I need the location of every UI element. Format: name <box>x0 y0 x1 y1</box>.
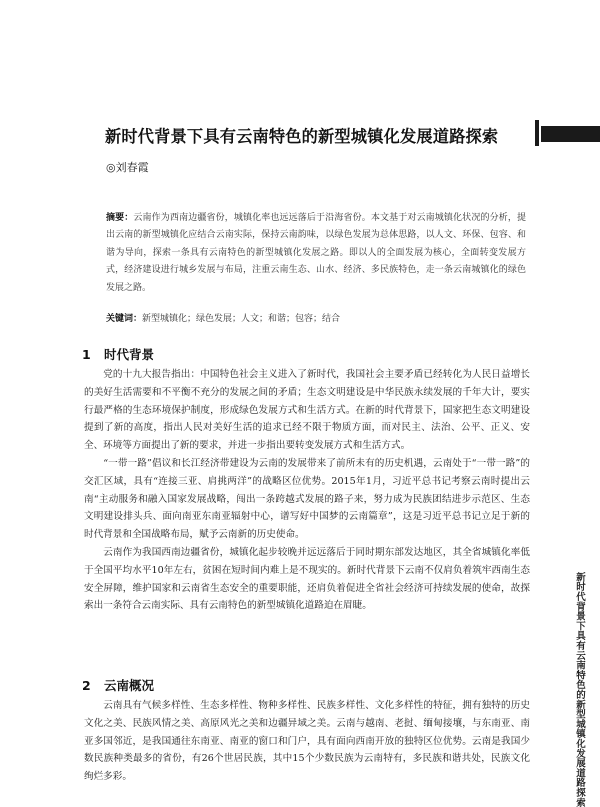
section-number: 2 <box>82 678 91 693</box>
paragraph: 党的十九大报告指出：中国特色社会主义进入了新时代，我国社会主要矛盾已经转化为人民日益增长的美好生活需要和不平衡不充分的发展之间的矛盾；生态文明建设是中华民族永续发展的千年大计，要实行最严格的生态环境保护制度，形成绿色发展方式和生活方式。在新的时代背景下，国家把生态文明建设提到了新的高度，指出人民对美好生活的追求已经不限于物质方面，而对民主、法治、公平、正义、安全、环境等方面提出了新的要求，并进一步指出要转变发展方式和生活方式。 <box>84 369 530 452</box>
paragraph: “一带一路”倡议和长江经济带建设为云南的发展带来了前所未有的历史机遇，云南处于“一带一路”的交汇区域，具有“连接三亚、肩挑两洋”的战略区位优势。2015年1月，习近平总书记考察云南时提出云南“主动服务和融入国家发展战略，闯出一条跨越式发展的路子来，努力成为民族团结进步示范区、生态文明建设排头兵、面向南亚东南亚辐射中心，谱写好中国梦的云南篇章”，这是习近平总书记立足于新的时代背景和全国战略布局，赋予云南新的历史使命。 <box>84 457 530 541</box>
keywords-text: 新型城镇化；绿色发展；人文；和谐；包容；结合 <box>142 314 341 324</box>
running-header: 新时代背景下具有云南特色的新型城镇化发展道路探索 <box>574 572 585 807</box>
section-body-2 <box>84 697 530 786</box>
section-heading-1 <box>82 345 154 363</box>
abstract-text: 云南作为西南边疆省份，城镇化率也远远落后于沿海省份。本文基于对云南城镇化状况的分析，提出云南的新型城镇化应结合云南实际，保持云南韵味，以绿色发展为总体思路，以人文、环保、包容、和谐为导向，探索一条具有云南特色的新型城镇化发展之路。即以人的全面发展为核心，全面转变发展方式，经济建设进行城乡发展与布局，注重云南生态、山水、经济、多民族特色，走一条云南城镇化的绿色发展之路。 <box>106 213 526 293</box>
section-body-1 <box>84 366 530 615</box>
paragraph: 云南具有气候多样性、生态多样性、物种多样性、民族多样性、文化多样性的特征，拥有独特的历史文化之美、民族风情之美、高原风光之美和边疆异域之美。云南与越南、老挝、缅甸接壤，与东南亚、南亚多国邻近，是我国通往东南亚、南亚的窗口和门户，具有面向西南开放的独特区位优势。云南是我国少数民族种类最多的省份，有26个世居民族，其中15个少数民族为云南特有，多民族和谐共处，民族文化绚烂多彩。 <box>84 700 530 783</box>
article-author: ◎刘春霞 <box>106 161 149 174</box>
title-accent-bar <box>535 120 539 146</box>
keywords-label: 关键词： <box>106 314 143 324</box>
title-accent-block <box>541 126 600 142</box>
section-heading-2 <box>82 676 154 694</box>
abstract-label: 摘要： <box>106 213 134 223</box>
section-title: 时代背景 <box>104 347 155 362</box>
abstract <box>106 210 526 297</box>
paragraph: 云南作为我国西南边疆省份，城镇化起步较晚并远远落后于同时期东部发达地区，其全省城镇化率低于全国平均水平10年左右，贫困在短时间内难上是不现实的。新时代背景下云南不仅肩负着筑牢西南生态安全屏障，维护国家和云南省生态安全的重要职能，还肩负着促进全省社会经济可持续发展的使命，故探索出一条符合云南实际、具有云南特色的新型城镇化道路迫在眉睫。 <box>84 546 530 612</box>
keywords <box>106 311 526 324</box>
section-number: 1 <box>82 347 91 362</box>
section-title: 云南概况 <box>104 678 155 693</box>
article-title: 新时代背景下具有云南特色的新型城镇化发展道路探索 <box>105 127 499 146</box>
